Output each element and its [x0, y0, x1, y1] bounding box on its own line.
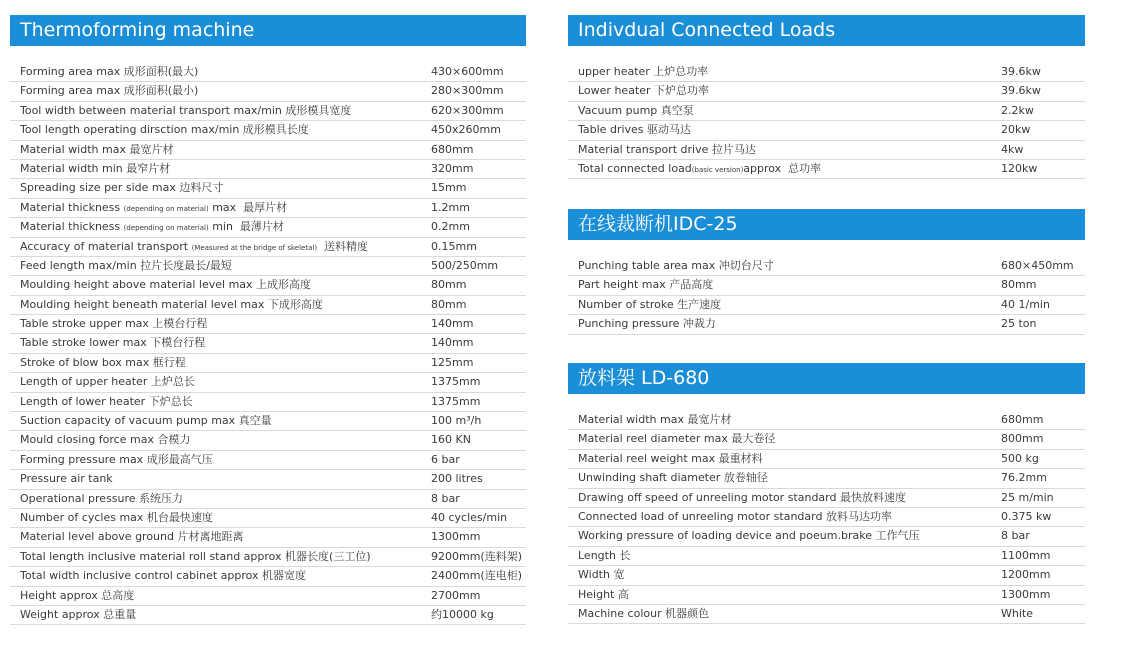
spec-label: Tool length operating dirsction max/min 成形模具长度 — [20, 123, 309, 137]
table-row — [10, 179, 526, 198]
spec-label: Tool width between material transport max/min 成形模具宽度 — [20, 103, 352, 117]
spec-value: 500 kg — [1001, 451, 1039, 465]
table-row — [568, 121, 1085, 140]
spec-label-text: Accuracy of material transport — [20, 239, 192, 253]
spec-label: Stroke of blow box max 框行程 — [20, 355, 186, 369]
table-row — [10, 296, 526, 315]
table-row — [568, 141, 1085, 160]
spec-label: Total width inclusive control cabinet approx 机器宽度 — [20, 569, 307, 583]
spec-value: 100 m³/h — [431, 414, 482, 428]
table-row — [568, 508, 1085, 527]
spec-label — [578, 160, 821, 179]
spec-value: 1200mm — [1001, 568, 1051, 582]
table-row — [10, 509, 526, 528]
spec-value: 8 bar — [1001, 529, 1030, 543]
spec-value: 120kw — [1001, 161, 1038, 175]
spec-value: 2700mm — [431, 588, 481, 602]
table-row — [568, 276, 1085, 295]
spec-value: 320mm — [431, 161, 474, 175]
spec-label: Length of upper heater 上炉总长 — [20, 375, 195, 389]
table-row — [10, 587, 526, 606]
spec-value: 1300mm — [431, 530, 481, 544]
table-row — [568, 566, 1085, 585]
thermoforming-table — [10, 63, 526, 625]
spec-label: Material reel diameter max 最大卷径 — [578, 432, 776, 446]
spec-label-note: (basic version) — [691, 165, 744, 174]
spec-value: 25 ton — [1001, 317, 1037, 331]
spec-value: 430×600mm — [431, 65, 504, 78]
spec-label: Connected load of unreeling motor standard 放料马达功率 — [578, 509, 892, 523]
spec-value: 80mm — [1001, 278, 1037, 292]
table-row — [10, 257, 526, 276]
table-row — [10, 82, 526, 101]
spec-value: 680×450mm — [1001, 259, 1074, 272]
table-row — [568, 63, 1085, 82]
table-row — [10, 141, 526, 160]
spec-value: 25 m/min — [1001, 490, 1054, 504]
spec-label: Length of lower heater 下炉总长 — [20, 394, 193, 408]
spec-value: 1375mm — [431, 375, 481, 389]
spec-label: Material width min 最窄片材 — [20, 161, 171, 175]
spec-label: Height 高 — [578, 587, 629, 601]
table-row — [568, 160, 1085, 179]
spec-value: 40 1/min — [1001, 297, 1050, 311]
spec-value: 39.6kw — [1001, 84, 1041, 98]
spec-label: Total length inclusive material roll stand approx 机器长度(三工位) — [20, 549, 371, 563]
spec-label: Number of cycles max 机台最快速度 — [20, 510, 213, 524]
spec-label: Height approx 总高度 — [20, 588, 135, 602]
spec-label: Pressure air tank — [20, 472, 113, 486]
spec-label: Table drives 驱动马达 — [578, 123, 692, 137]
spec-label: Material width max 最宽片材 — [20, 142, 174, 156]
table-row — [10, 276, 526, 295]
table-row — [10, 412, 526, 431]
spec-value: 15mm — [431, 181, 467, 195]
ld-header: 放料架 LD-680 — [568, 363, 1085, 394]
spec-label: Mould closing force max 合模力 — [20, 433, 191, 447]
spec-value: 2.2kw — [1001, 103, 1034, 117]
spec-value: 1375mm — [431, 394, 481, 408]
spec-value: 620×300mm — [431, 103, 504, 117]
spec-label: Moulding height beneath material level max 下成形高度 — [20, 297, 323, 311]
spec-label: Vacuum pump 真空泵 — [578, 103, 694, 117]
spec-value: 80mm — [431, 278, 467, 292]
spec-label-note: (depending on material) — [123, 224, 209, 233]
table-row — [10, 548, 526, 567]
spec-label: Suction capacity of vacuum pump max 真空量 — [20, 414, 272, 428]
spec-label-text: Material thickness — [20, 200, 124, 214]
table-row — [10, 102, 526, 121]
spec-label: Forming pressure max 成形最高气压 — [20, 452, 213, 466]
spec-label: Table stroke upper max 上模台行程 — [20, 317, 208, 331]
table-row — [10, 354, 526, 373]
spec-label: Drawing off speed of unreeling motor standard 最快放料速度 — [578, 490, 906, 504]
spec-label: Number of stroke 生产速度 — [578, 297, 722, 311]
spec-label-text: approx 总功率 — [743, 161, 822, 175]
table-row — [10, 199, 526, 218]
ld-section — [568, 363, 1085, 624]
spec-value: 9200mm(连料架) — [431, 549, 523, 563]
spec-value: 680mm — [431, 142, 474, 156]
spec-value: 500/250mm — [431, 258, 499, 272]
idc-table — [568, 257, 1085, 335]
table-row — [10, 121, 526, 140]
spec-label: Width 宽 — [578, 568, 625, 582]
spec-label-note: (depending on material) — [123, 204, 209, 213]
table-row — [568, 257, 1085, 276]
spec-value: White — [1001, 606, 1033, 620]
spec-label: Spreading size per side max 边料尺寸 — [20, 181, 224, 195]
spec-value: 1.2mm — [431, 200, 470, 214]
table-row — [10, 160, 526, 179]
spec-value: 0.375 kw — [1001, 509, 1052, 523]
spec-label: Forming area max 成形面积(最小) — [20, 84, 199, 98]
table-row — [10, 490, 526, 509]
spec-value: 680mm — [1001, 413, 1044, 426]
spec-label: Punching table area max 冲切台尺寸 — [578, 259, 774, 272]
table-row — [568, 489, 1085, 508]
loads-section — [568, 15, 1085, 179]
spec-value: 125mm — [431, 355, 474, 369]
spec-label-text: min 最薄片材 — [208, 220, 284, 234]
idc-header: 在线裁断机IDC-25 — [568, 209, 1085, 240]
ld-table — [568, 411, 1085, 624]
table-row — [10, 431, 526, 450]
table-row — [568, 547, 1085, 566]
spec-value: 8 bar — [431, 491, 460, 505]
spec-label-text: max 最厚片材 — [208, 200, 288, 214]
spec-label — [20, 199, 287, 218]
loads-header: Indivdual Connected Loads — [568, 15, 1085, 46]
spec-value: 6 bar — [431, 452, 460, 466]
spec-label: Material level above ground 片材离地距离 — [20, 530, 244, 544]
spec-label: Forming area max 成形面积(最大) — [20, 65, 199, 78]
spec-label-text: 送料精度 — [317, 239, 369, 253]
table-row — [10, 528, 526, 547]
table-row — [568, 527, 1085, 546]
spec-label: Feed length max/min 拉片长度最长/最短 — [20, 258, 232, 272]
table-row — [568, 430, 1085, 449]
table-row — [568, 469, 1085, 488]
table-row — [568, 586, 1085, 605]
spec-value: 40 cycles/min — [431, 510, 508, 524]
spec-value: 4kw — [1001, 142, 1024, 156]
spec-label: Weight approx 总重量 — [20, 607, 137, 621]
table-row — [10, 606, 526, 625]
table-row — [10, 451, 526, 470]
table-row — [10, 315, 526, 334]
idc-section — [568, 209, 1085, 335]
spec-value: 140mm — [431, 317, 474, 331]
spec-value: 200 litres — [431, 472, 483, 486]
spec-label: Part height max 产品高度 — [578, 278, 714, 292]
spec-label-note: (Measured at the bridge of skeletal) — [191, 243, 318, 252]
table-row — [568, 605, 1085, 624]
spec-label: Operational pressure 系统压力 — [20, 491, 184, 505]
spec-value: 0.15mm — [431, 239, 477, 253]
spec-label: Material width max 最宽片材 — [578, 413, 732, 426]
spec-value: 160 KN — [431, 433, 471, 447]
spec-label — [20, 218, 284, 237]
table-row — [10, 218, 526, 237]
spec-label: Machine colour 机器颜色 — [578, 606, 710, 620]
spec-label-text: Total connected load — [578, 161, 692, 175]
spec-label: Table stroke lower max 下模台行程 — [20, 336, 206, 350]
table-row — [568, 102, 1085, 121]
table-row — [568, 450, 1085, 469]
spec-value: 39.6kw — [1001, 65, 1041, 78]
spec-label: Material transport drive 拉片马达 — [578, 142, 756, 156]
table-row — [10, 470, 526, 489]
table-row — [568, 411, 1085, 430]
spec-value: 140mm — [431, 336, 474, 350]
table-row — [10, 567, 526, 586]
spec-value: 1300mm — [1001, 587, 1051, 601]
thermoforming-section — [10, 15, 526, 625]
spec-value: 280×300mm — [431, 84, 504, 98]
spec-label: Length 长 — [578, 548, 631, 562]
spec-value: 800mm — [1001, 432, 1044, 446]
spec-value: 2400mm(连电柜) — [431, 569, 523, 583]
spec-value: 450x260mm — [431, 123, 501, 137]
table-row — [568, 296, 1085, 315]
spec-label: upper heater 上炉总功率 — [578, 65, 709, 78]
table-row — [10, 63, 526, 82]
spec-label: Material reel weight max 最重材料 — [578, 451, 763, 465]
spec-label-text: Material thickness — [20, 220, 124, 234]
thermoforming-header: Thermoforming machine — [10, 15, 526, 46]
spec-value: 76.2mm — [1001, 471, 1047, 485]
spec-value: 约10000 kg — [431, 607, 494, 621]
spec-label: Lower heater 下炉总功率 — [578, 84, 710, 98]
spec-label: Moulding height above material level max 上成形高度 — [20, 278, 312, 292]
spec-label — [20, 238, 368, 257]
loads-table — [568, 63, 1085, 179]
table-row — [10, 238, 526, 257]
spec-value: 20kw — [1001, 123, 1031, 137]
table-row — [568, 82, 1085, 101]
table-row — [568, 315, 1085, 334]
table-row — [10, 334, 526, 353]
spec-value: 0.2mm — [431, 220, 470, 234]
table-row — [10, 373, 526, 392]
spec-value: 1100mm — [1001, 548, 1051, 562]
spec-label: Working pressure of loading device and poeum.brake 工作气压 — [578, 529, 920, 543]
table-row — [10, 393, 526, 412]
spec-value: 80mm — [431, 297, 467, 311]
spec-label: Unwinding shaft diameter 放卷轴径 — [578, 471, 768, 485]
spec-label: Punching pressure 冲裁力 — [578, 317, 716, 331]
